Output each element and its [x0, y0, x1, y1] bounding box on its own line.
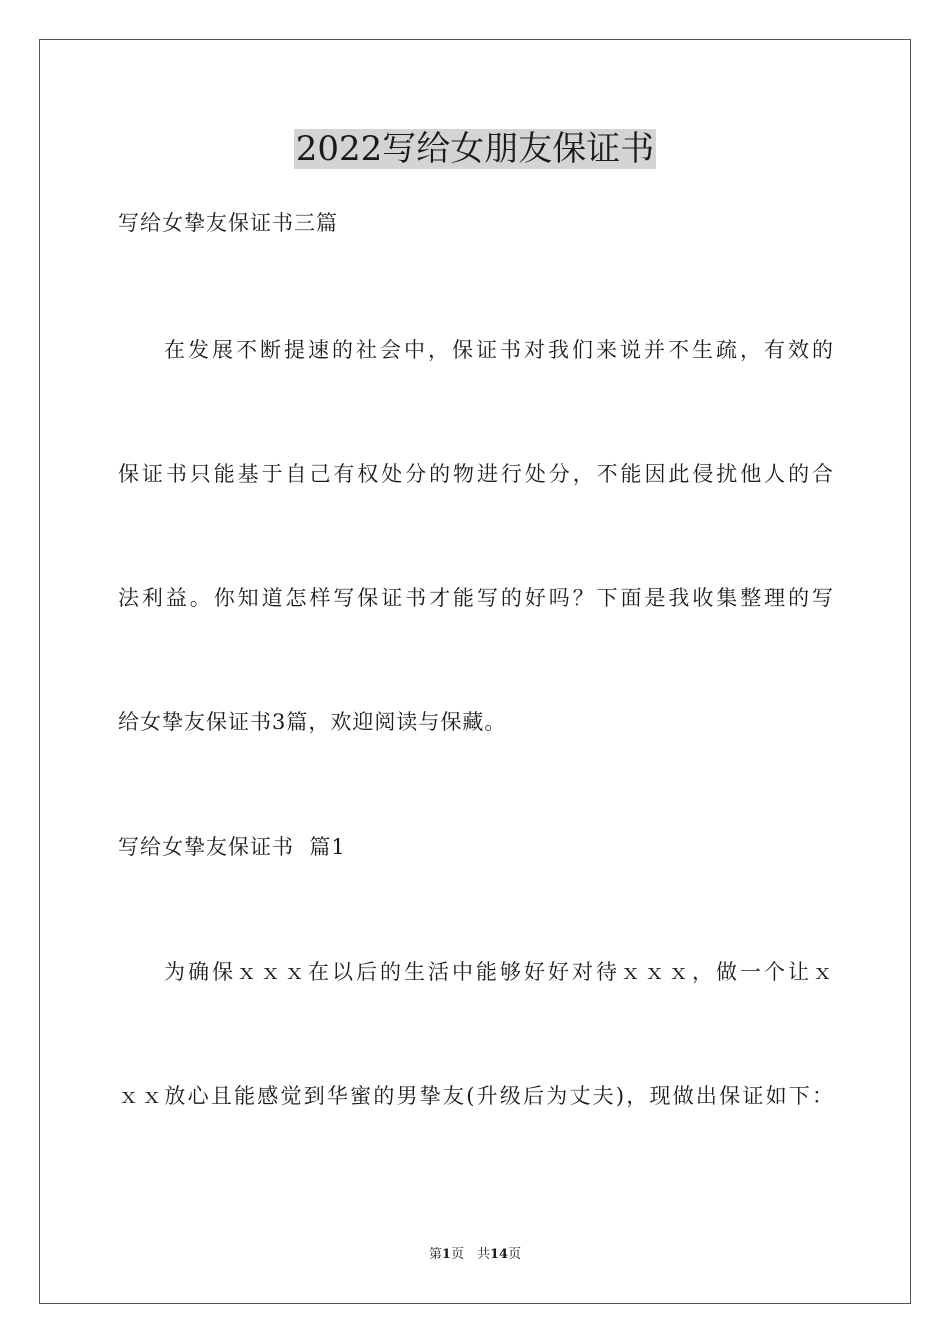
page-footer — [0, 1246, 950, 1264]
section-heading: 写给女挚友保证书 篇1 — [118, 835, 346, 859]
paragraph-line: ｘｘ放心且能感觉到华蜜的男挚友(升级后为丈夫)，现做出保证如下： — [118, 1084, 834, 1108]
paragraph-line: 法利益。你知道怎样写保证书才能写的好吗？下面是我收集整理的写 — [118, 586, 834, 610]
paragraph-line: 为确保ｘｘｘ在以后的生活中能够好好对待ｘｘｘ，做一个让ｘ — [164, 960, 834, 984]
footer-page-current: 1 — [441, 1247, 451, 1262]
section-heading: 写给女挚友保证书三篇 — [118, 211, 338, 235]
footer-suffix: 页 — [508, 1247, 522, 1262]
paragraph-line: 保证书只能基于自己有权处分的物进行处分，不能因此侵扰他人的合 — [118, 462, 834, 486]
document-title — [0, 128, 950, 170]
document-title-text: 2022写给女朋友保证书 — [295, 129, 655, 169]
footer-prefix: 第 — [428, 1247, 442, 1262]
footer-page-total: 14 — [489, 1247, 509, 1262]
footer-mid: 页 共 — [450, 1247, 490, 1262]
paragraph-line: 给女挚友保证书3篇，欢迎阅读与保藏。 — [118, 710, 507, 734]
paragraph-line: 在发展不断提速的社会中，保证书对我们来说并不生疏，有效的 — [164, 338, 834, 362]
